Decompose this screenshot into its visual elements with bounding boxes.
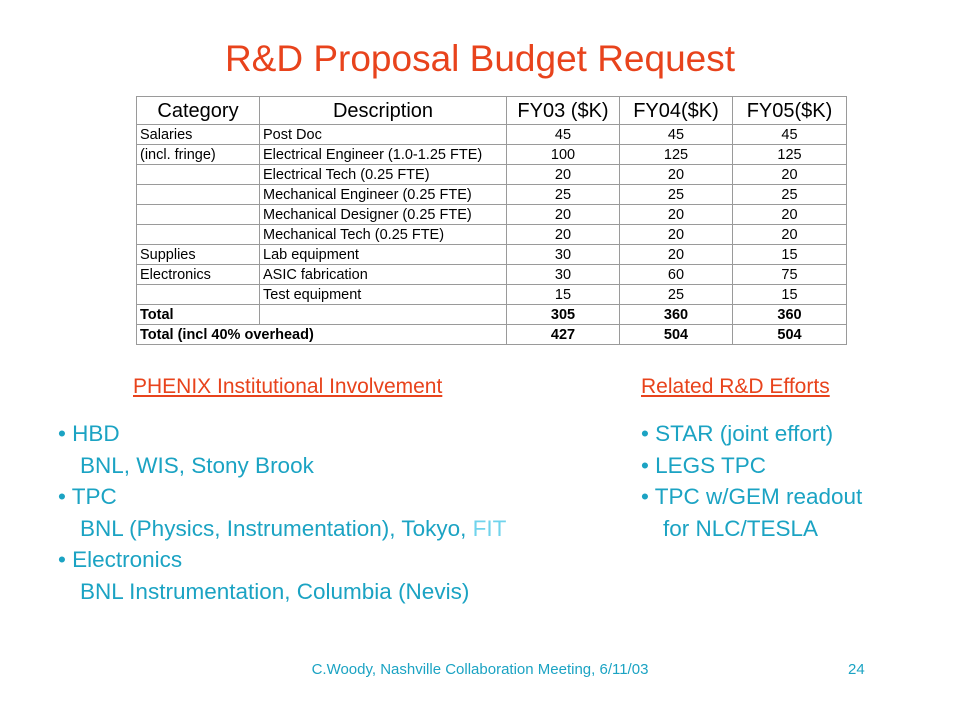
fit-highlight: FIT [472, 515, 507, 541]
cell-category [137, 165, 260, 185]
cell-description: Post Doc [260, 125, 507, 145]
cell-description: Mechanical Tech (0.25 FTE) [260, 225, 507, 245]
cell-fy03: 15 [507, 285, 620, 305]
list-item-electronics: • Electronics [58, 547, 183, 572]
cell-fy04: 60 [620, 265, 733, 285]
cell-fy03: 20 [507, 205, 620, 225]
slide-footer: C.Woody, Nashville Collaboration Meeting, 6/11/03 [311, 661, 649, 678]
cell-fy04: 20 [620, 205, 733, 225]
cell-fy03: 20 [507, 225, 620, 245]
cell-fy04: 125 [620, 145, 733, 165]
phenix-heading: PHENIX Institutional Involvement [133, 375, 443, 398]
cell-fy05: 20 [733, 205, 847, 225]
cell-fy05: 504 [733, 325, 847, 345]
cell-fy03: 20 [507, 165, 620, 185]
cell-fy05: 15 [733, 285, 847, 305]
phenix-list [58, 418, 506, 607]
table-row [137, 145, 847, 165]
page-number: 24 [848, 661, 865, 678]
cell-fy05: 45 [733, 125, 847, 145]
cell-fy04: 25 [620, 185, 733, 205]
cell-fy03: 30 [507, 245, 620, 265]
cell-description: Lab equipment [260, 245, 507, 265]
cell-fy03: 45 [507, 125, 620, 145]
list-item-legs: • LEGS TPC [641, 452, 767, 478]
table-row [137, 125, 847, 145]
list-item-tpc-gem: • TPC w/GEM readout [641, 484, 863, 509]
list-item-hbd-institutions: BNL, WIS, Stony Brook [80, 452, 314, 478]
cell-description [260, 305, 507, 325]
table-header-row [137, 97, 847, 125]
cell-fy05: 15 [733, 245, 847, 265]
col-header-fy04: FY04($K) [620, 97, 733, 125]
budget-table [136, 96, 847, 345]
cell-fy05: 20 [733, 165, 847, 185]
slide-title: R&D Proposal Budget Request [224, 38, 736, 79]
list-item-tpc-gem-cont: for NLC/TESLA [663, 515, 819, 541]
cell-fy03: 30 [507, 265, 620, 285]
col-header-description: Description [260, 97, 507, 125]
cell-fy04: 504 [620, 325, 733, 345]
cell-fy03: 100 [507, 145, 620, 165]
cell-category: Electronics [137, 265, 260, 285]
cell-description: Electrical Engineer (1.0-1.25 FTE) [260, 145, 507, 165]
list-item-star: • STAR (joint effort) [641, 421, 834, 446]
related-heading: Related R&D Efforts [641, 375, 830, 398]
cell-fy04: 45 [620, 125, 733, 145]
cell-category [137, 285, 260, 305]
table-row [137, 205, 847, 225]
cell-description: Electrical Tech (0.25 FTE) [260, 165, 507, 185]
table-row [137, 245, 847, 265]
cell-category [137, 205, 260, 225]
total-row [137, 305, 847, 325]
cell-fy05: 360 [733, 305, 847, 325]
table-row [137, 225, 847, 245]
cell-category [137, 185, 260, 205]
tpc-institutions-text: BNL (Physics, Instrumentation), Tokyo, [80, 515, 473, 541]
table-row [137, 165, 847, 185]
table-row [137, 285, 847, 305]
cell-category: Salaries [137, 125, 260, 145]
cell-fy04: 360 [620, 305, 733, 325]
total-overhead-row [137, 325, 847, 345]
list-item-tpc-institutions [58, 513, 506, 545]
cell-fy03: 305 [507, 305, 620, 325]
cell-description: Mechanical Engineer (0.25 FTE) [260, 185, 507, 205]
cell-fy05: 75 [733, 265, 847, 285]
related-list [641, 418, 862, 544]
cell-description: ASIC fabrication [260, 265, 507, 285]
col-header-fy03: FY03 ($K) [507, 97, 620, 125]
list-item-tpc: • TPC [58, 484, 117, 509]
cell-category: Total [137, 305, 260, 325]
cell-category: (incl. fringe) [137, 145, 260, 165]
cell-fy04: 20 [620, 225, 733, 245]
table-row [137, 265, 847, 285]
cell-fy05: 25 [733, 185, 847, 205]
cell-fy03: 25 [507, 185, 620, 205]
col-header-fy05: FY05($K) [733, 97, 847, 125]
cell-category: Total (incl 40% overhead) [137, 325, 507, 345]
cell-fy03: 427 [507, 325, 620, 345]
cell-category [137, 225, 260, 245]
cell-fy04: 25 [620, 285, 733, 305]
col-header-category: Category [137, 97, 260, 125]
list-item-hbd: • HBD [58, 421, 120, 446]
cell-fy05: 125 [733, 145, 847, 165]
cell-fy04: 20 [620, 245, 733, 265]
cell-fy04: 20 [620, 165, 733, 185]
cell-description: Test equipment [260, 285, 507, 305]
table-row [137, 185, 847, 205]
cell-category: Supplies [137, 245, 260, 265]
cell-fy05: 20 [733, 225, 847, 245]
list-item-electronics-institutions: BNL Instrumentation, Columbia (Nevis) [80, 578, 470, 604]
cell-description: Mechanical Designer (0.25 FTE) [260, 205, 507, 225]
